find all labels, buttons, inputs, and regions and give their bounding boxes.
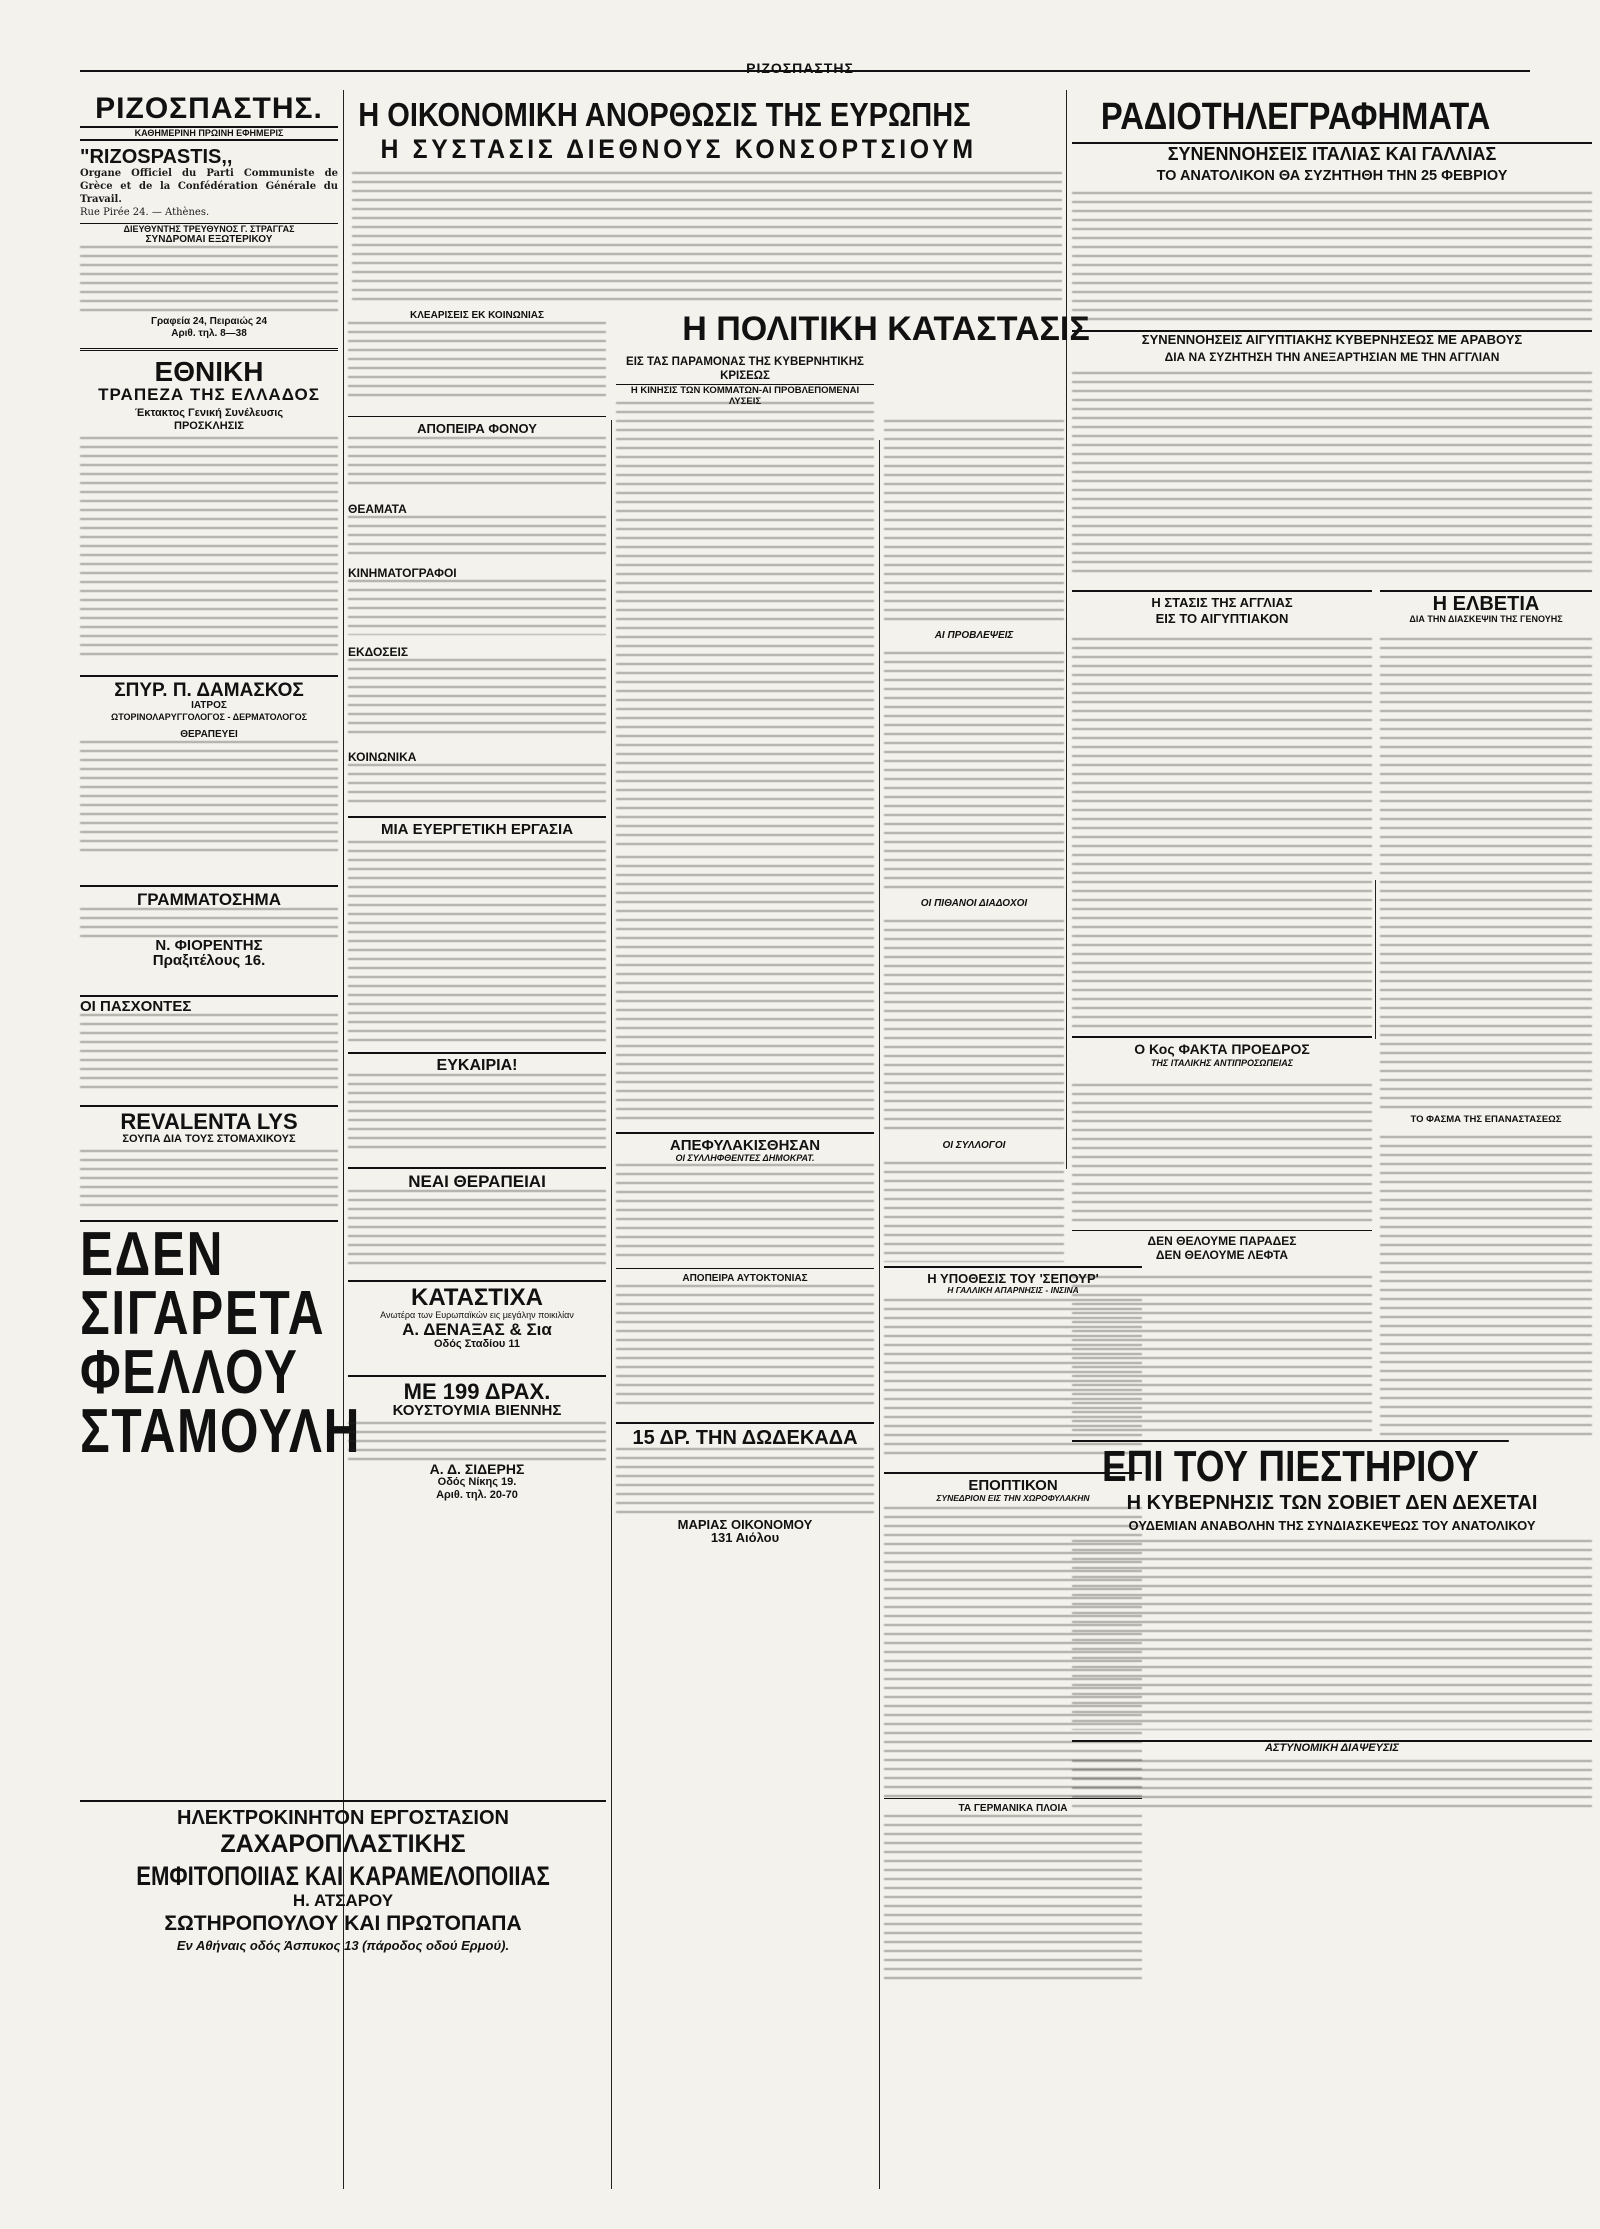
opportunity-title: ΕΥΚΑΙΡΙΑ! <box>436 1057 518 1074</box>
facta-title: Ο Κος ΦΑΚΤΑ ΠΡΟΕΔΡΟΣ <box>1134 1041 1310 1057</box>
therapies-title: ΝΕΑΙ ΘΕΡΑΠΕΙΑΙ <box>408 1172 546 1191</box>
sideris-phone: Αριθ. τηλ. 20-70 <box>436 1489 518 1502</box>
main-article-text <box>352 172 1062 302</box>
dozen-price: 15 ΔΡ. ΤΗΝ ΔΩΔΕΚΑΔΑ <box>632 1427 858 1449</box>
seypour-subtitle: Η ΓΑΛΛΙΚΗ ΑΠΑΡΝΗΣΙΣ - ΙΝΣΙΝΑ <box>947 1285 1079 1295</box>
murder-attempt-title: ΑΠΟΠΕΙΡΑ ΦΟΝΟΥ <box>417 421 537 436</box>
bank-notice-text <box>80 437 338 657</box>
bank-title: ΕΘΝΙΚΗ <box>154 356 264 387</box>
german-ships-title: ΤΑ ΓΕΡΜΑΝΙΚΑ ΠΛΟΙΑ <box>958 1803 1068 1814</box>
masthead <box>80 90 338 340</box>
opportunity-text <box>348 1074 606 1154</box>
suits-ad <box>348 1375 606 1527</box>
page-header <box>0 0 1600 95</box>
facta-heading <box>1072 1036 1372 1082</box>
suits-price: ΜΕ 199 ΔΡΑΧ. <box>403 1379 551 1404</box>
stamps-title: ΓΡΑΜΜΑΤΟΣΗΜΑ <box>137 890 281 909</box>
predictions-title: ΑΙ ΠΡΟΒΛΕΨΕΙΣ <box>934 630 1014 641</box>
doctor-name: ΣΠΥΡ. Π. ΔΑΜΑΣΚΟΣ <box>114 680 304 701</box>
stamps-name: Ν. ΦΙΟΡΕΝΤΗΣ <box>155 937 263 954</box>
facta-subtitle: ΤΗΣ ΙΤΑΛΙΚΗΣ ΑΝΤΙΠΡΟΣΩΠΕΙΑΣ <box>1150 1057 1294 1068</box>
swiss-subtitle: ΔΙΑ ΤΗΝ ΔΙΑΣΚΕΨΙΝ ΤΗΣ ΓΕΝΟΥΗΣ <box>1409 614 1563 624</box>
suicide-attempt-text <box>616 1285 874 1410</box>
therapies-ad <box>348 1167 606 1277</box>
politics-text-2 <box>616 856 874 1126</box>
revalenta-text <box>80 1150 338 1210</box>
swiss-title: Η ΕΛΒΕΤΙΑ <box>1432 593 1540 615</box>
katastixa-ad <box>348 1280 606 1372</box>
sufferers-ad <box>80 995 338 1102</box>
bank-subtitle-2: ΠΡΟΣΚΛΗΣΙΣ <box>174 420 244 433</box>
column-4-text-top <box>884 420 1064 620</box>
suicide-attempt <box>616 1268 874 1419</box>
doctor-specialty: ΩΤΟΡΙΝΟΛΑΡΥΓΓΟΛΟΓΟΣ - ΔΕΡΜΑΤΟΛΟΓΟΣ <box>110 712 308 722</box>
subscription-rates <box>80 246 338 316</box>
bank-title-2: ΤΡΑΠΕΖΑ ΤΗΣ ΕΛΛΑΔΟΣ <box>98 385 320 404</box>
masthead-subtitle: ΚΑΘΗΜΕΡΙΝΗ ΠΡΩΙΝΗ ΕΦΗΜΕΡΙΣ <box>80 126 338 141</box>
politics-text <box>616 402 874 852</box>
column-rule <box>879 440 880 2189</box>
released-subtitle: ΟΙ ΣΥΛΛΗΦΘΕΝΤΕΣ ΔΗΜΟΚΡΑΤ. <box>675 1153 815 1163</box>
sufferers-title: ΟΙ ΠΑΣΧΟΝΤΕΣ <box>80 998 192 1015</box>
revalenta-subtitle: ΣΟΥΠΑ ΔΙΑ ΤΟΥΣ ΣΤΟΜΑΧΙΚΟΥΣ <box>122 1133 296 1145</box>
revalenta-title: REVALENTA LYS <box>120 1109 298 1134</box>
predictions-text <box>884 652 1064 892</box>
sideris-address: Οδός Νίκης 19. <box>437 1476 517 1488</box>
press-text <box>1072 1540 1592 1730</box>
masthead-organe: Organe Officiel du Parti Communiste de Grèce et de la Confédération Générale du Travail. <box>80 167 338 206</box>
dressmaker-name: ΜΑΡΙΑΣ ΟΙΚΟΝΟΜΟΥ <box>677 1517 813 1532</box>
radio-text <box>1072 192 1592 322</box>
politics-sub-1: ΕΙΣ ΤΑΣ ΠΑΡΑΜΟΝΑΣ ΤΗΣ ΚΥΒΕΡΝΗΤΙΚΗΣ ΚΡΙΣΕΩΣ <box>616 356 874 385</box>
revalenta-ad <box>80 1105 338 1217</box>
charity-text <box>348 841 606 1041</box>
want-text <box>1072 1276 1372 1436</box>
column-rule <box>611 420 612 2189</box>
charity-article <box>348 816 606 1048</box>
confectionery-line-3: ΕΜΦΙΤΟΠΟΙΙΑΣ ΚΑΙ ΚΑΡΑΜΕΛΟΠΟΙΙΑΣ <box>136 1861 550 1891</box>
egypt-title: ΣΥΝΕΝΝΟΗΣΕΙΣ ΑΙΓΥΠΤΙΑΚΗΣ ΚΥΒΕΡΝΗΣΕΩΣ ΜΕ ΑΡΑΒΟΥΣ <box>1072 330 1592 347</box>
clubs-title: ΟΙ ΣΥΛΛΟΓΟΙ <box>942 1140 1006 1151</box>
confectionery-ad <box>80 1800 606 2012</box>
politics-title: Η ΠΟΛΙΤΙΚΗ ΚΑΤΑΣΤΑΣΙΣ <box>682 310 1090 348</box>
bank-subtitle: Έκτακτος Γενική Συνέλευσις <box>134 407 284 419</box>
denaxas-name: Α. ΔΕΝΑΞΑΣ & Σια <box>402 1319 552 1339</box>
predictions-heading <box>884 630 1064 650</box>
social-notes-text <box>348 764 606 804</box>
clubs-text <box>884 1162 1064 1262</box>
confectionery-line-4: Η. ΑΤΣΑΡΟΥ <box>292 1891 394 1910</box>
social-notes-title: ΚΟΙΝΩΝΙΚΑ <box>348 750 417 764</box>
successors-heading <box>884 898 1064 918</box>
dressmaker-address: 131 Αιόλου <box>710 1530 780 1545</box>
ad-eden: ΕΔΕΝ <box>80 1220 225 1289</box>
press-sub-1: Η ΚΥΒΕΡΝΗΣΙΣ ΤΩΝ ΣΟΒΙΕΤ ΔΕΝ ΔΕΧΕΤΑΙ <box>1126 1492 1538 1514</box>
swiss-heading <box>1380 590 1592 634</box>
epoptikon-subtitle: ΣΥΝΕΔΡΙΟΝ ΕΙΣ ΤΗΝ ΧΩΡΟΦΥΛΑΚΗΝ <box>936 1493 1090 1503</box>
press-sub-2: ΟΥΔΕΜΙΑΝ ΑΝΑΒΟΛΗΝ ΤΗΣ ΣΥΝΔΙΑΣΚΕΨΕΩΣ ΤΟΥ ΑΝΑΤΟΛΙΚΟΥ <box>1128 1518 1536 1533</box>
successors-title: ΟΙ ΠΙΘΑΝΟΙ ΔΙΑΔΟΧΟΙ <box>920 898 1028 909</box>
masthead-subscriptions: ΣΥΝΔΡΟΜΑΙ ΕΞΩΤΕΡΙΚΟΥ <box>145 234 273 246</box>
politics-subheads <box>616 356 874 407</box>
column-rule <box>1375 880 1376 1039</box>
divider <box>80 348 338 353</box>
cinemas-text <box>348 580 606 635</box>
released-article <box>616 1132 874 1264</box>
stamps-address: Πραξιτέλους 16. <box>152 952 266 969</box>
politics-sub-2: Η ΚΙΝΗΣΙΣ ΤΩΝ ΚΟΜΜΑΤΩΝ-ΑΙ ΠΡΟΒΛΕΠΟΜΕΝΑΙ ΛΥΣΕΙΣ <box>630 384 860 407</box>
main-headline-2: Η ΣΥΣΤΑΣΙΣ ΔΙΕΘΝΟΥΣ ΚΟΝΣΟΡΤΣΙΟΥΜ <box>380 134 977 164</box>
cinemas-title: ΚΙΝΗΜΑΤΟΓΡΑΦΟΙ <box>348 566 457 580</box>
society-news <box>348 310 606 410</box>
sideris-name: Α. Δ. ΣΙΔΕΡΗΣ <box>429 1461 525 1477</box>
police-text <box>1072 1760 1592 1810</box>
england-title: Η ΣΤΑΣΙΣ ΤΗΣ ΑΓΓΛΙΑΣ <box>1151 595 1293 610</box>
katastixa-subtitle: Ανωτέρα των Ευρωπαϊκών εις μεγάλην ποικιλίαν <box>380 1310 574 1320</box>
society-news-text <box>348 322 606 400</box>
doctor-treats: ΘΕΡΑΠΕΥΕΙ <box>180 728 238 740</box>
masthead-title: ΡΙΖΟΣΠΑΣΤΗΣ. <box>95 92 323 125</box>
suits-text <box>348 1422 606 1462</box>
england-heading <box>1072 590 1372 634</box>
column-rule <box>1066 90 1067 1169</box>
ad-stamouli: ΣΤΑΜΟΥΛΗ <box>80 1396 361 1466</box>
theatres <box>348 502 606 562</box>
column-3 <box>616 356 874 2189</box>
doctor-ad <box>80 675 338 877</box>
murder-attempt-text <box>348 437 606 487</box>
eden-cigarette-ad <box>80 1220 361 1492</box>
publications-text <box>348 659 606 739</box>
swiss-text <box>1380 638 1592 1108</box>
masthead-latin-title: "RIZOSPASTIS,, <box>80 145 233 168</box>
society-news-title: ΚΛΕΑΡΙΣΕΙΣ ΕΚ ΚΟΙΝΩΝΙΑΣ <box>410 310 544 321</box>
england-subtitle: ΕΙΣ ΤΟ ΑΙΓΥΠΤΙΑΚΟΝ <box>1155 610 1289 626</box>
england-text <box>1072 638 1372 1028</box>
doctor-ad-text <box>80 741 338 851</box>
want-heading <box>1072 1230 1372 1273</box>
police-title: ΑΣΤΥΝΟΜΙΚΗ ΔΙΑΨΕΥΣΙΣ <box>1072 1740 1592 1754</box>
bank-notice <box>80 358 338 658</box>
ghost-text <box>1380 1136 1592 1436</box>
confectionery-line-6: Εν Αθήναις οδός Άσπυκος 13 (πάροδος οδού Ερμού). <box>176 1938 510 1953</box>
column-6 <box>1380 590 1592 2189</box>
ghost-heading <box>1380 1114 1592 1134</box>
epoptikon-title: ΕΠΟΠΤΙΚΟΝ <box>968 1477 1058 1494</box>
top-rule <box>80 70 1530 72</box>
stamps-text <box>80 908 338 938</box>
seypour-title: Η ΥΠΟΘΕΣΙΣ ΤΟΥ 'ΣΕΠΟΥΡ' <box>927 1271 1099 1286</box>
facta-text <box>1072 1084 1372 1224</box>
egypt-text <box>1072 372 1592 577</box>
theatres-title: ΘΕΑΜΑΤΑ <box>348 502 407 516</box>
denaxas-address: Οδός Σταδίου 11 <box>433 1337 521 1350</box>
doctor-role: ΙΑΤΡΟΣ <box>191 700 227 711</box>
dressmaker-ad <box>616 1422 874 1574</box>
clubs-heading <box>884 1140 1064 1160</box>
radio-sub-2: ΤΟ ΑΝΑΤΟΛΙΚΟΝ ΘΑ ΣΥΖΗΤΗΘΗ ΤΗΝ 25 ΦΕΒΡΙΟΥ <box>1156 168 1508 184</box>
released-title: ΑΠΕΦΥΛΑΚΙΣΘΗΣΑΝ <box>669 1137 821 1154</box>
charity-title: ΜΙΑ ΕΥΕΡΓΕΤΙΚΗ ΕΡΓΑΣΙΑ <box>380 821 574 838</box>
confectionery-line-1: ΗΛΕΚΤΡΟΚΙΝΗΤΟΝ ΕΡΓΟΣΤΑΣΙΟΝ <box>177 1807 509 1829</box>
masthead-director: ΔΙΕΥΘΥΝΤΗΣ ΤΡΕΥΘΥΝΟΣ Γ. ΣΤΡΑΓΓΑΣ <box>80 223 338 235</box>
want-title-2: ΔΕΝ ΘΕΛΟΥΜΕ ΛΕΦΤΑ <box>1155 1248 1289 1263</box>
suits-title: ΚΟΥΣΤΟΥΜΙΑ ΒΙΕΝΝΗΣ <box>392 1402 562 1419</box>
masthead-address: Rue Pirée 24. — Athènes. <box>80 207 210 219</box>
publications-title: ΕΚΔΟΣΕΙΣ <box>348 645 409 659</box>
dressmaker-text <box>616 1448 874 1518</box>
want-title-1: ΔΕΝ ΘΕΛΟΥΜΕ ΠΑΡΑΔΕΣ <box>1147 1234 1297 1248</box>
masthead-phone: Αριθ. τηλ. 8—38 <box>171 328 247 340</box>
successors-text <box>884 920 1064 1135</box>
confectionery-line-2: ΖΑΧΑΡΟΠΛΑΣΤΙΚΗΣ <box>220 1830 466 1858</box>
confectionery-line-5: ΣΩΤΗΡΟΠΟΥΛΟΥ ΚΑΙ ΠΡΩΤΟΠΑΠΑ <box>164 1912 522 1935</box>
column-5 <box>1072 590 1372 2189</box>
katastixa-title: ΚΑΤΑΣΤΙΧΑ <box>411 1284 543 1311</box>
ad-fellou: ΦΕΛΛΟΥ <box>80 1337 299 1407</box>
therapies-text <box>348 1190 606 1268</box>
theatres-text <box>348 516 606 556</box>
publications <box>348 645 606 745</box>
released-text <box>616 1164 874 1259</box>
social-notes <box>348 750 606 810</box>
masthead-offices: Γραφεία 24, Πειραιώς 24 <box>150 316 268 328</box>
sufferers-text <box>80 1014 338 1094</box>
cinemas <box>348 566 606 641</box>
radio-sub-1: ΣΥΝΕΝΝΟΗΣΕΙΣ ΙΤΑΛΙΑΣ ΚΑΙ ΓΑΛΛΙΑΣ <box>1072 142 1592 165</box>
murder-attempt <box>348 416 606 497</box>
opportunity-ad <box>348 1052 606 1164</box>
main-headline-1: Η ΟΙΚΟΝΟΜΙΚΗ ΑΝΟΡΘΩΣΙΣ ΤΗΣ ΕΥΡΩΠΗΣ <box>358 96 971 133</box>
press-title: ΕΠΙ ΤΟΥ ΠΙΕΣΤΗΡΙΟΥ <box>1072 1440 1509 1492</box>
ghost-title: ΤΟ ΦΑΣΜΑ ΤΗΣ ΕΠΑΝΑΣΤΑΣΕΩΣ <box>1410 1114 1562 1125</box>
running-head: ΡΙΖΟΣΠΑΣΤΗΣ <box>746 60 854 76</box>
suicide-attempt-title: ΑΠΟΠΕΙΡΑ ΑΥΤΟΚΤΟΝΙΑΣ <box>682 1273 808 1284</box>
ad-cigarette: ΣΙΓΑΡΕΤΑ <box>80 1278 326 1348</box>
egypt-subtitle: ΔΙΑ ΝΑ ΣΥΖΗΤΗΣΗ ΤΗΝ ΑΝΕΞΑΡΤΗΣΙΑΝ ΜΕ ΤΗΝ ΑΓΓΛΙΑΝ <box>1164 350 1500 364</box>
stamps-ad <box>80 885 338 992</box>
radio-title: ΡΑΔΙΟΤΗΛΕΓΡΑΦΗΜΑΤΑ <box>1100 96 1491 138</box>
